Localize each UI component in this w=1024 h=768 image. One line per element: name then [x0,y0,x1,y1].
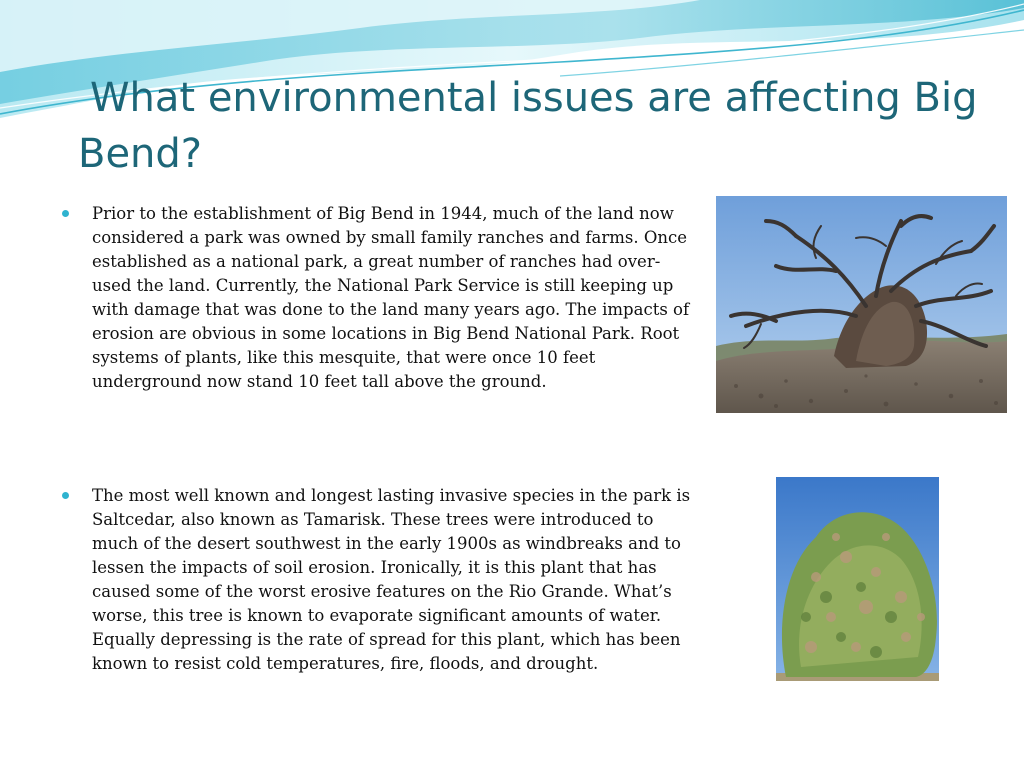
bullet-text: The most well known and longest lasting invasive species in the park is Saltcedar, also known as Tamarisk. These trees were introduced to much of the desert southwest in the early 1900s as windbreaks and to lessen the impacts of soil erosion. Ironically, it is this plant that has caused some of the worst erosive features on the Rio Grande. What’s worse, this tree is known to evaporate significant amounts of water. Equally depressing is the rate of spread for this plant, which has been known to resist cold temperatures, fire, floods, and drought. [92,486,691,673]
slide-title: What environmental issues are affecting Big Bend? [78,75,978,177]
saltcedar-tree-photo [776,477,939,681]
bullet-dot-icon [62,210,69,217]
bullet-dot-icon [62,492,69,499]
bullet-text: Prior to the establishment of Big Bend in 1944, much of the land now considered a park was owned by small family ranches and farms. Once established as a national park, a great number of ranches had over-used the land. Currently, the National Park Service is still keeping up with damage that was done to the land many years ago. The impacts of erosion are obvious in some locations in Big Bend National Park. Root systems of plants, like this mesquite, that were once 10 feet underground now stand 10 feet tall above the ground. [92,204,690,391]
exposed-mesquite-roots-photo [716,196,1007,413]
